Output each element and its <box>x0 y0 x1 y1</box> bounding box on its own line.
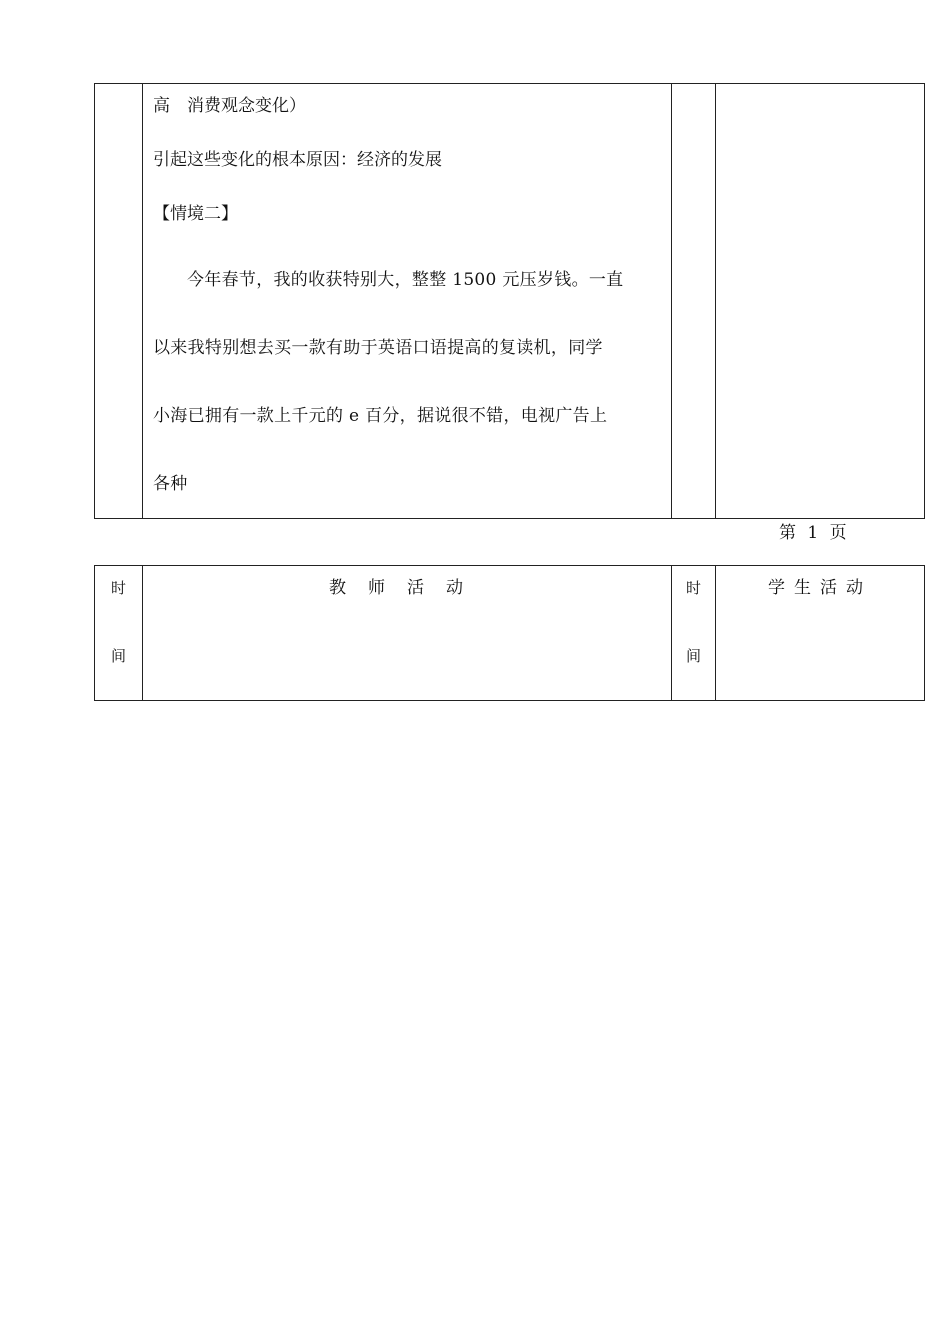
student-activity-content <box>716 84 925 519</box>
time-header-char: 时 <box>685 579 701 597</box>
time-header-char: 时 <box>110 579 126 597</box>
student-activity-header-cell <box>716 566 925 701</box>
paragraph-line: 各种 <box>153 474 188 494</box>
paragraph-line: 小海已拥有一款上千元的 e 百分，据说很不错，电视广告上 <box>153 406 608 426</box>
time-header-char: 间 <box>685 647 701 665</box>
paragraph-line: 今年春节，我的收获特别大，整整 1500 元压岁钱。一直 <box>187 270 624 290</box>
text-line-consumption-change: 高 消费观念变化） <box>153 96 306 116</box>
time-column-cell-2 <box>672 84 716 519</box>
time-header-char: 间 <box>110 647 126 665</box>
paragraph-line: 以来我特别想去买一款有助于英语口语提高的复读机，同学 <box>153 338 603 358</box>
teacher-activity-header: 教师活动 <box>329 578 485 598</box>
time-header-cell-2 <box>672 566 716 701</box>
page-number: 第 1 页 <box>779 523 847 543</box>
scenario-two-heading: 【情境二】 <box>153 204 238 224</box>
lesson-table-continued <box>94 83 925 519</box>
time-header-cell <box>95 566 143 701</box>
text-line-root-cause: 引起这些变化的根本原因：经济的发展 <box>153 150 442 170</box>
student-activity-header: 学生活动 <box>768 578 872 598</box>
teacher-activity-header-cell <box>143 566 672 701</box>
scenario-two-paragraph <box>153 246 661 518</box>
time-column-cell <box>95 84 143 519</box>
teacher-activity-content <box>143 84 672 519</box>
lesson-table-header <box>94 565 925 701</box>
